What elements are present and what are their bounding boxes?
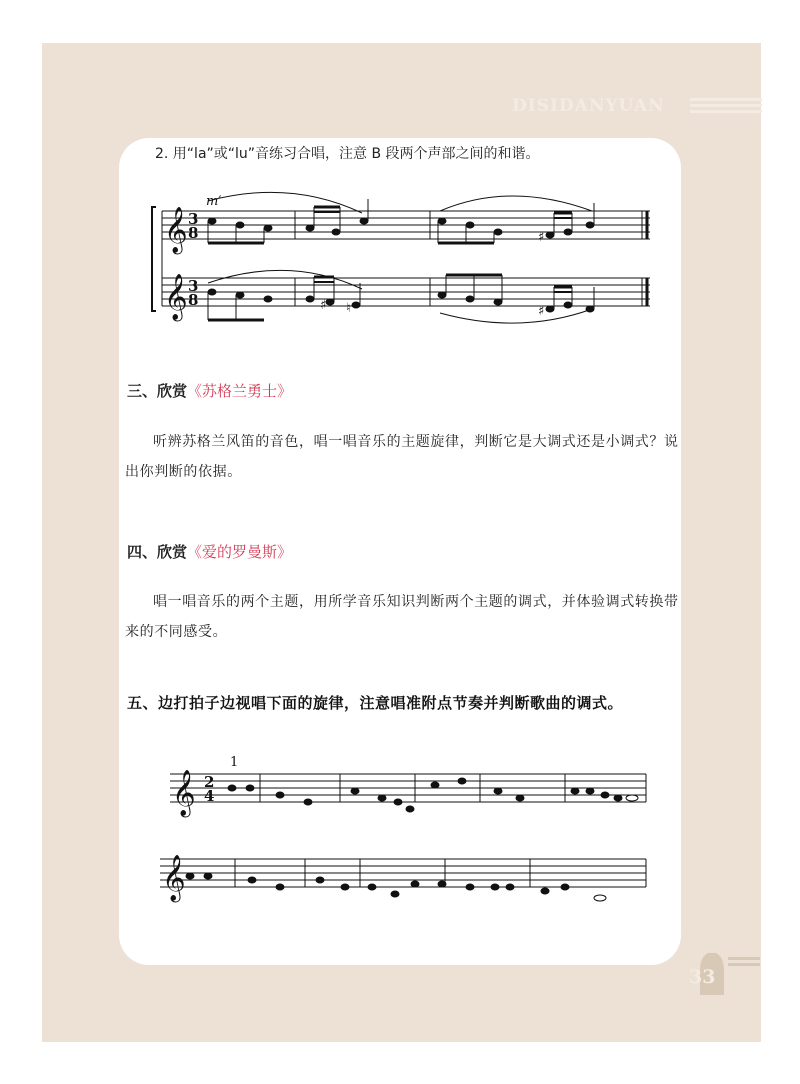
melody-score <box>160 748 660 918</box>
svg-text:8: 8 <box>188 291 199 309</box>
svg-text:♯: ♯ <box>538 230 545 245</box>
svg-text:3: 3 <box>188 277 199 295</box>
treble-clef-icon: 𝄞 <box>162 855 186 901</box>
measure-number: 1 <box>230 755 239 770</box>
section-4-work-title: 《爱的罗曼斯》 <box>187 543 293 561</box>
svg-text:8: 8 <box>188 224 199 242</box>
treble-clef-icon: 𝄞 <box>164 274 188 320</box>
section-3-title: 三、欣赏《苏格兰勇士》 <box>127 382 293 400</box>
svg-text:4: 4 <box>204 787 215 805</box>
header-decoration <box>690 98 762 116</box>
running-header-brand: DISIDANYUAN <box>512 96 665 116</box>
section-3-paragraph: 听辨苏格兰风笛的音色，唱一唱音乐的主题旋律，判断它是大调式还是小调式？说出你判断的依据。 <box>125 434 679 480</box>
treble-clef-icon: 𝄞 <box>164 207 188 253</box>
dynamics-mark: m′ <box>206 194 222 209</box>
section-4-title: 四、欣赏《爱的罗曼斯》 <box>127 543 293 561</box>
svg-text:♯: ♯ <box>538 304 545 319</box>
treble-clef-icon: 𝄞 <box>172 770 196 816</box>
page-number: 33 <box>689 966 716 988</box>
svg-text:2: 2 <box>204 773 215 791</box>
section-5-title: 五、边打拍子边视唱下面的旋律，注意唱准附点节奏并判断歌曲的调式。 <box>127 694 624 712</box>
svg-text:3: 3 <box>188 210 199 228</box>
svg-text:♯: ♯ <box>320 298 327 313</box>
exercise-2-instruction: 2. 用“la”或“lu”音练习合唱，注意 B 段两个声部之间的和谐。 <box>155 146 540 162</box>
two-part-score <box>140 185 660 335</box>
section-4-paragraph: 唱一唱音乐的两个主题，用所学音乐知识判断两个主题的调式，并体验调式转换带来的不同感受。 <box>125 594 679 640</box>
svg-text:♮: ♮ <box>346 301 351 316</box>
section-3-work-title: 《苏格兰勇士》 <box>187 382 293 400</box>
